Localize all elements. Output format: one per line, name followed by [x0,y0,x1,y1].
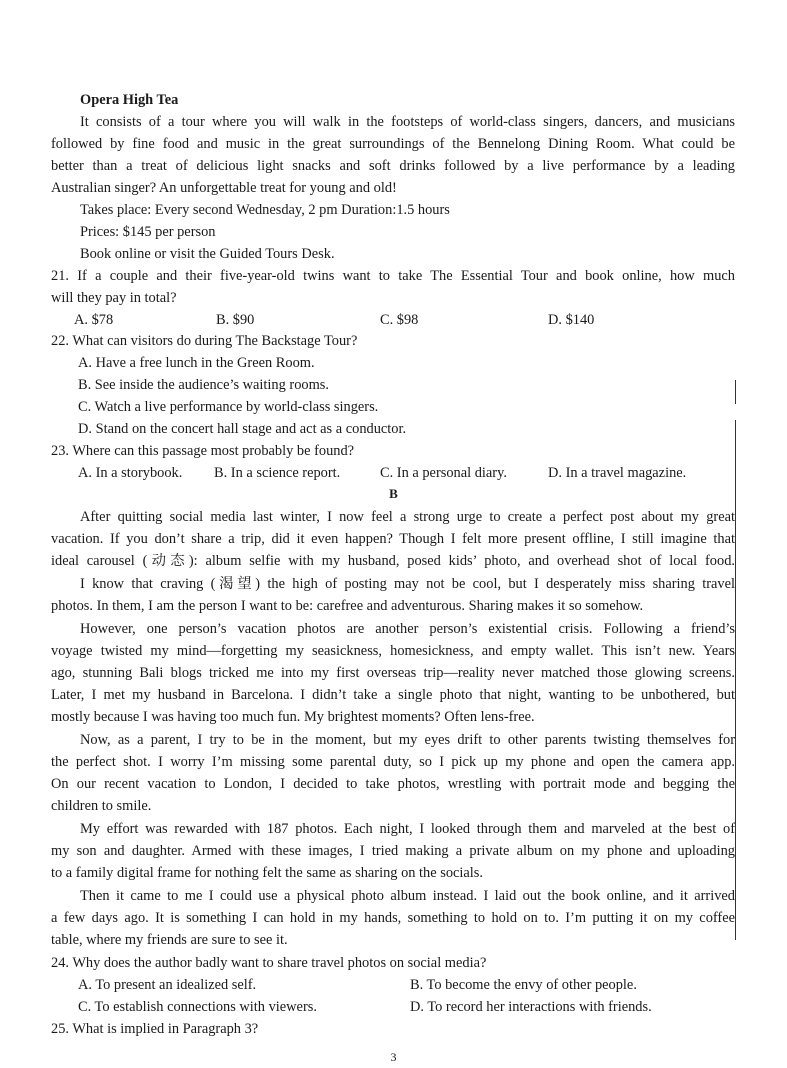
question-25-stem: 25. What is implied in Paragraph 3? [51,1021,259,1037]
paragraph-line: the perfect shot. I worry I’m missing some parental duty, so I pick up my phone and open the camera app. [51,754,735,770]
question-22-stem: 22. What can visitors do during The Backstage Tour? [51,333,358,349]
tour-schedule: Takes place: Every second Wednesday, 2 pm Duration:1.5 hours [80,202,450,218]
q24-option-a: A. To present an idealized self. [78,977,257,993]
paragraph-line: Now, as a parent, I try to be in the moment, but my eyes drift to other parents twisting themselves for [80,732,735,748]
q21-option-d: D. $140 [548,312,595,328]
paragraph-line: Australian singer? An unforgettable treat for young and old! [51,180,397,196]
q22-option-b: B. See inside the audience’s waiting rooms. [78,377,329,393]
q23-option-a: A. In a storybook. [78,465,183,481]
section-b-heading: B [389,486,398,501]
paragraph-line: Later, I met my husband in Barcelona. I didn’t take a single photo that night, wanting to be unbothered, but [51,687,735,703]
paragraph-line: followed by fine food and music in the great surroundings of the Bennelong Dining Room. What could be [51,136,735,152]
q23-option-b: B. In a science report. [214,465,341,481]
scan-margin-line [735,420,736,940]
q24-option-b: B. To become the envy of other people. [410,977,637,993]
paragraph-line: mostly because I was having too much fun. My brightest moments? Often lens-free. [51,709,535,725]
q24-option-d: D. To record her interactions with friends. [410,999,652,1015]
paragraph-line: photos. In them, I am the person I want to be: carefree and adventurous. Sharing makes it so somehow. [51,598,644,614]
q23-option-d: D. In a travel magazine. [548,465,687,481]
paragraph-line: ago, stunning Bali blogs tricked me into my first overseas trip—reality never matched those glowing screens. [51,665,735,681]
q22-option-a: A. Have a free lunch in the Green Room. [78,355,315,371]
paragraph-line: better than a treat of delicious light snacks and soft drinks followed by a live performance by a leading [51,158,735,174]
paragraph-line: a few days ago. It is something I can hold in my hands, something to hold on to. I’m putting it on my coffee [51,910,735,926]
paragraph-line: children to smile. [51,798,152,814]
scan-margin-line [735,380,736,404]
q21-option-c: C. $98 [380,312,419,328]
q22-option-c: C. Watch a live performance by world-class singers. [78,399,379,415]
question-21-stem: 21. If a couple and their five-year-old twins want to take The Essential Tour and book online, how much [51,268,735,284]
q22-option-d: D. Stand on the concert hall stage and act as a conductor. [78,421,407,437]
question-23-stem: 23. Where can this passage most probably be found? [51,443,355,459]
tour-booking: Book online or visit the Guided Tours Desk. [80,246,335,262]
q21-option-a: A. $78 [74,312,114,328]
question-21-stem-cont: will they pay in total? [51,290,177,306]
paragraph-line: On our recent vacation to London, I decided to take photos, wrestling with portrait mode and begging the [51,776,735,792]
paragraph-line: vacation. If you don’t share a trip, did it even happen? Though I felt more present offline, I still imagine that [51,531,735,547]
q24-option-c: C. To establish connections with viewers. [78,999,317,1015]
paragraph-line: table, where my friends are sure to see it. [51,932,288,948]
q23-option-c: C. In a personal diary. [380,465,507,481]
paragraph-line: my son and daughter. Armed with these images, I tried making a private album on my phone and uploading [51,843,735,859]
paragraph-line: After quitting social media last winter, I now feel a strong urge to create a perfect post about my great [80,509,735,525]
paragraph-line: Then it came to me I could use a physical photo album instead. I laid out the book online, and it arrived [80,888,735,904]
paragraph-line: I know that craving (渴望) the high of posting may not be cool, but I desperately miss sharing travel [80,576,735,592]
q21-option-b: B. $90 [216,312,255,328]
paragraph-line: It consists of a tour where you will walk in the footsteps of world-class singers, dancers, and musicians [80,114,735,130]
question-24-stem: 24. Why does the author badly want to share travel photos on social media? [51,955,487,971]
paragraph-line: ideal carousel (动态): album selfie with my husband, posed kids’ photo, and overhead shot of local food. [51,553,735,569]
page-number: 3 [390,1050,397,1064]
tour-price: Prices: $145 per person [80,224,216,240]
paragraph-line: However, one person’s vacation photos are another person’s existential crisis. Following a friend’s [80,621,735,637]
paragraph-line: My effort was rewarded with 187 photos. Each night, I looked through them and marveled at the best of [80,821,735,837]
section-title: Opera High Tea [80,92,179,108]
paragraph-line: to a family digital frame for nothing felt the same as sharing on the socials. [51,865,484,881]
paragraph-line: voyage twisted my mind—forgetting my seasickness, homesickness, and empty wallet. This isn’t new. Years [51,643,735,659]
